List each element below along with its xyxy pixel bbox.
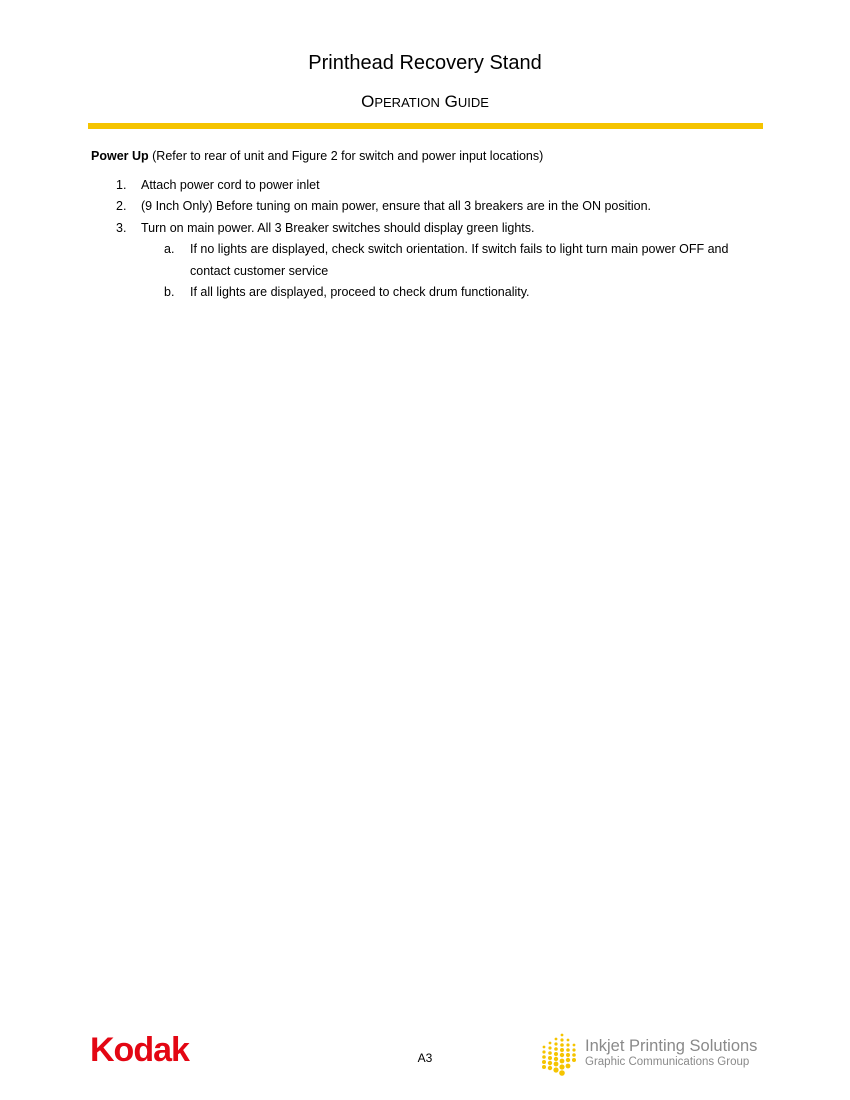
inkjet-dots-icon — [541, 1033, 577, 1077]
brand-subtitle: Graphic Communications Group — [585, 1056, 750, 1068]
section-heading-bold: Power Up — [91, 149, 149, 163]
header-divider — [88, 123, 763, 129]
substep-text: If no lights are displayed, check switch orientation. If switch fails to light turn main power OFF and contact customer service — [190, 242, 729, 278]
brand-title: Inkjet Printing Solutions — [585, 1037, 758, 1055]
step-text: (9 Inch Only) Before tuning on main power, ensure that all 3 breakers are in the ON position. — [141, 199, 651, 213]
substep-text: If all lights are displayed, proceed to check drum functionality. — [190, 285, 530, 299]
section-heading — [91, 148, 771, 164]
page-number: A3 — [417, 1051, 433, 1065]
step-number: 3. — [116, 221, 127, 235]
substep-letter: b. — [164, 285, 175, 299]
power-up-section — [91, 148, 771, 299]
substep-letter: a. — [164, 242, 175, 256]
step-number: 2. — [116, 199, 127, 213]
step-text: Turn on main power. All 3 Breaker switches should display green lights. — [141, 221, 535, 235]
step-text: Attach power cord to power inlet — [141, 178, 320, 192]
document-title: Printhead Recovery Stand — [308, 52, 542, 74]
kodak-logo-text: Kodak — [90, 1031, 189, 1067]
section-heading-note: (Refer to rear of unit and Figure 2 for switch and power input locations) — [148, 149, 544, 163]
document-subtitle: OPERATION GUIDE — [361, 92, 489, 111]
step-number: 1. — [116, 178, 127, 192]
